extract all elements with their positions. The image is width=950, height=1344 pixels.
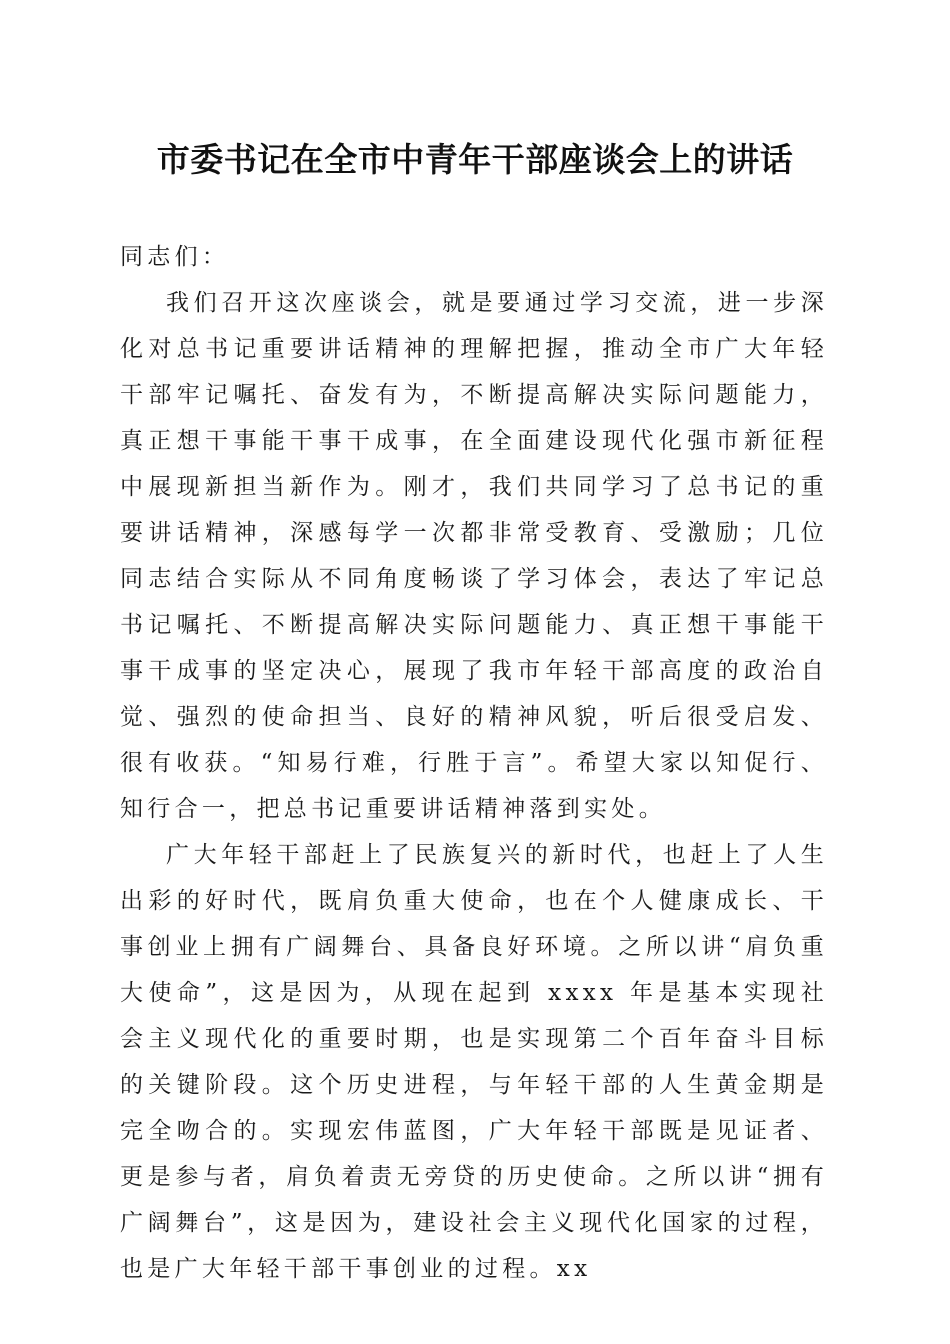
document-title: 市委书记在全市中青年干部座谈会上的讲话	[156, 140, 794, 179]
paragraph: 广大年轻干部赶上了民族复兴的新时代，也赶上了人生出彩的好时代，既肩负重大使命，也在个人健康成长、干事创业上拥有广阔舞台、具备良好环境。之所以讲“肩负重大使命”，这是因为，从现在起到 xxxx 年是基本实现社会主义现代化的重要时期，也是实现第二个百年奋斗目标的关键阶段。这个历史进程，与年轻干部的人生黄金期是完全吻合的。实现宏伟蓝图，广大年轻干部既是见证者、更是参与者，肩负着责无旁贷的历史使命。之所以讲“拥有广阔舞台”，这是因为，建设社会主义现代化国家的过程，也是广大年轻干部干事创业的过程。xx	[120, 842, 828, 1282]
salutation: 同志们：	[120, 244, 230, 270]
document-body	[120, 234, 828, 1292]
paragraph: 我们召开这次座谈会，就是要通过学习交流，进一步深化对总书记重要讲话精神的理解把握，推动全市广大年轻干部牢记嘱托、奋发有为，不断提高解决实际问题能力，真正想干事能干事干成事，在全面建设现代化强市新征程中展现新担当新作为。刚才，我们共同学习了总书记的重要讲话精神，深感每学一次都非常受教育、受激励；几位同志结合实际从不同角度畅谈了学习体会，表达了牢记总书记嘱托、不断提高解决实际问题能力、真正想干事能干事干成事的坚定决心，展现了我市年轻干部高度的政治自觉、强烈的使命担当、良好的精神风貌，听后很受启发、很有收获。“知易行难，行胜于言”。希望大家以知促行、知行合一，把总书记重要讲话精神落到实处。	[120, 290, 828, 822]
